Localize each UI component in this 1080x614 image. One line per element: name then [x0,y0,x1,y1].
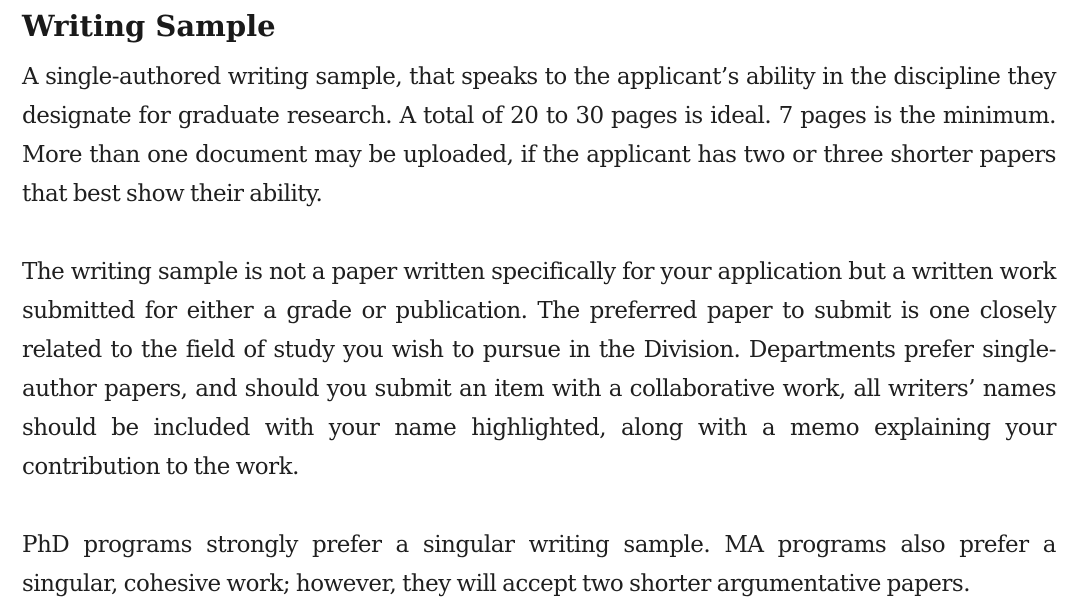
paragraph-requirements: A single-authored writing sample, that speaks to the applicant’s ability in the discipline they designate for graduate research. A total of 20 to 30 pages is ideal. 7 pages is the minimum. More than one document may be uploaded, if the applicant has two or three shorter papers that best show their ability. [22,64,1056,207]
paragraph-program-preferences: PhD programs strongly prefer a singular writing sample. MA programs also prefer a singular, cohesive work; however, they will accept two shorter argumentative papers. [22,532,1056,597]
paragraph-preferred-paper: The writing sample is not a paper written specifically for your application but a written work submitted for either a grade or publication. The preferred paper to submit is one closely related to the field of study you wish to pursue in the Division. Departments prefer single-author papers, and should you submit an item with a collaborative work, all writers’ names should be included with your name highlighted, along with a memo explaining your contribution to the work. [22,259,1056,480]
writing-sample-section [22,6,1056,604]
section-heading: Writing Sample [22,9,276,43]
